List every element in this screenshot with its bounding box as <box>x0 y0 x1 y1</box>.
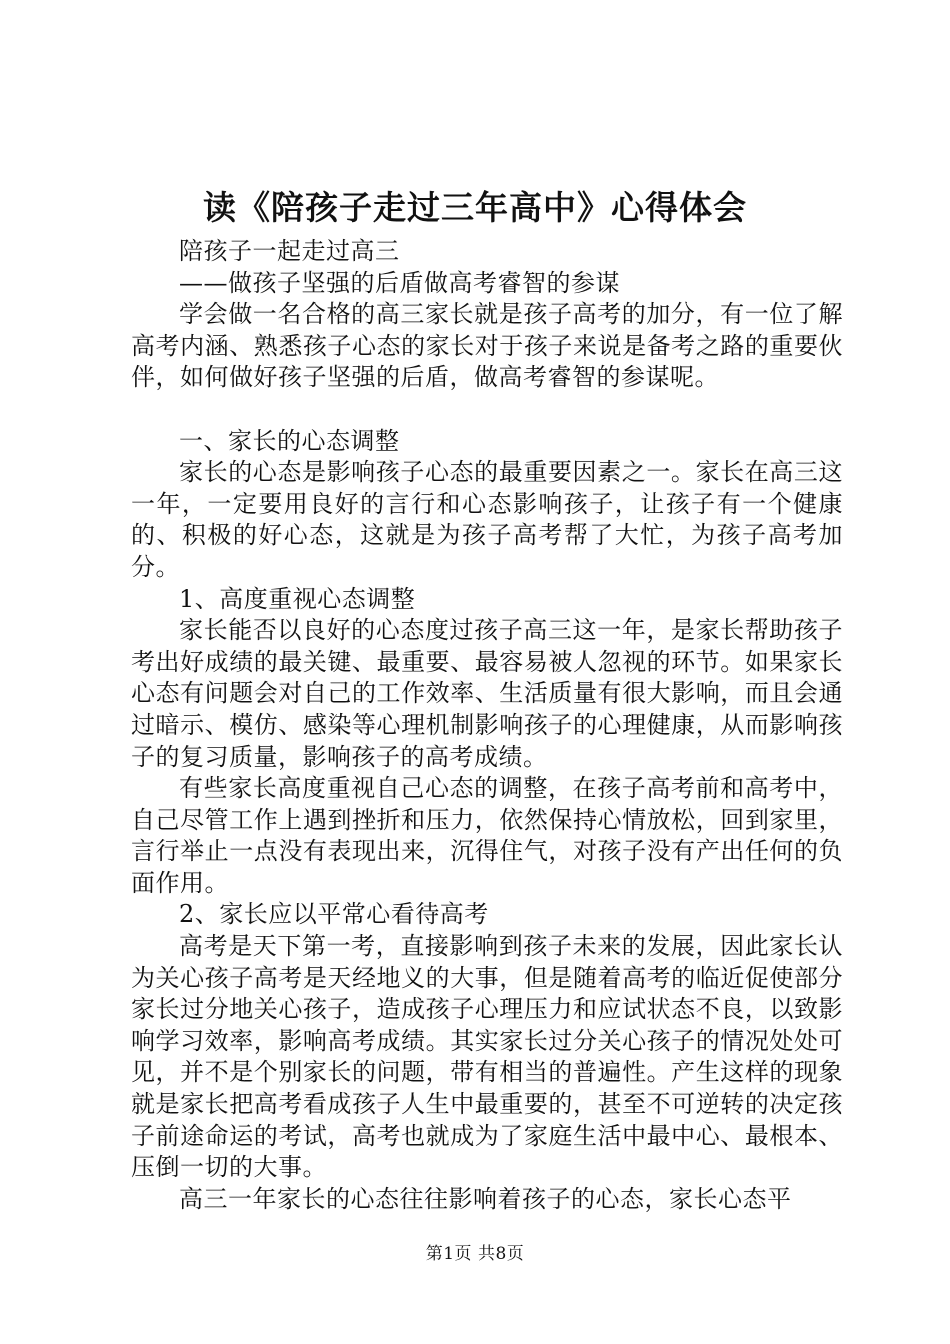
subsection-heading-2: 2、家长应以平常心看待高考 <box>179 900 489 929</box>
subtitle-dash-line: ——做孩子坚强的后盾做高考睿智的参谋 <box>179 268 620 297</box>
section-1-paragraph: 家长的心态是影响孩子心态的最重要因素之一。家长在高三这一年，一定要用良好的言行和心态影响孩子，让孩子有一个健康的、积极的好心态，这就是为孩子高考帮了大忙，为孩子高考加分。 <box>131 458 843 581</box>
page-number-footer: 第1页 共8页 <box>425 1244 525 1264</box>
subsection-heading-1: 1、高度重视心态调整 <box>179 584 416 613</box>
subsection-1-paragraph-1: 家长能否以良好的心态度过孩子高三这一年，是家长帮助孩子考出好成绩的最关键、最重要、最容易被人忽视的环节。如果家长心态有问题会对自己的工作效率、生活质量有很大影响，而且会通过暗示、模仿、感染等心理机制影响孩子的心理健康，从而影响孩子的复习质量，影响孩子的高考成绩。 <box>131 616 843 771</box>
subsection-1-paragraph-2: 有些家长高度重视自己心态的调整，在孩子高考前和高考中，自己尽管工作上遇到挫折和压力，依然保持心情放松，回到家里，言行举止一点没有表现出来，沉得住气，对孩子没有产出任何的负面作用。 <box>131 774 843 897</box>
intro-paragraph: 学会做一名合格的高三家长就是孩子高考的加分，有一位了解高考内涵、熟悉孩子心态的家长对于孩子来说是备考之路的重要伙伴，如何做好孩子坚强的后盾，做高考睿智的参谋呢。 <box>131 300 843 392</box>
paragraph-gap <box>131 394 843 426</box>
subsection-2-paragraph-1: 高考是天下第一考，直接影响到孩子未来的发展，因此家长认为关心孩子高考是天经地义的大事，但是随着高考的临近促使部分家长过分地关心孩子，造成孩子心理压力和应试状态不良，以致影响学习效率，影响高考成绩。其实家长过分关心孩子的情况处处可见，并不是个别家长的问题，带有相当的普遍性。产生这样的现象就是家长把高考看成孩子人生中最重要的，甚至不可逆转的决定孩子前途命运的考试，高考也就成为了家庭生活中最中心、最根本、压倒一切的大事。 <box>131 932 843 1182</box>
section-heading-1: 一、家长的心态调整 <box>179 426 400 455</box>
document-body <box>131 236 843 1215</box>
document-title: 读《陪孩子走过三年高中》心得体会 <box>203 188 747 227</box>
subtitle-line: 陪孩子一起走过高三 <box>179 237 400 265</box>
subsection-2-paragraph-2: 高三一年家长的心态往往影响着孩子的心态，家长心态平 <box>179 1184 792 1213</box>
